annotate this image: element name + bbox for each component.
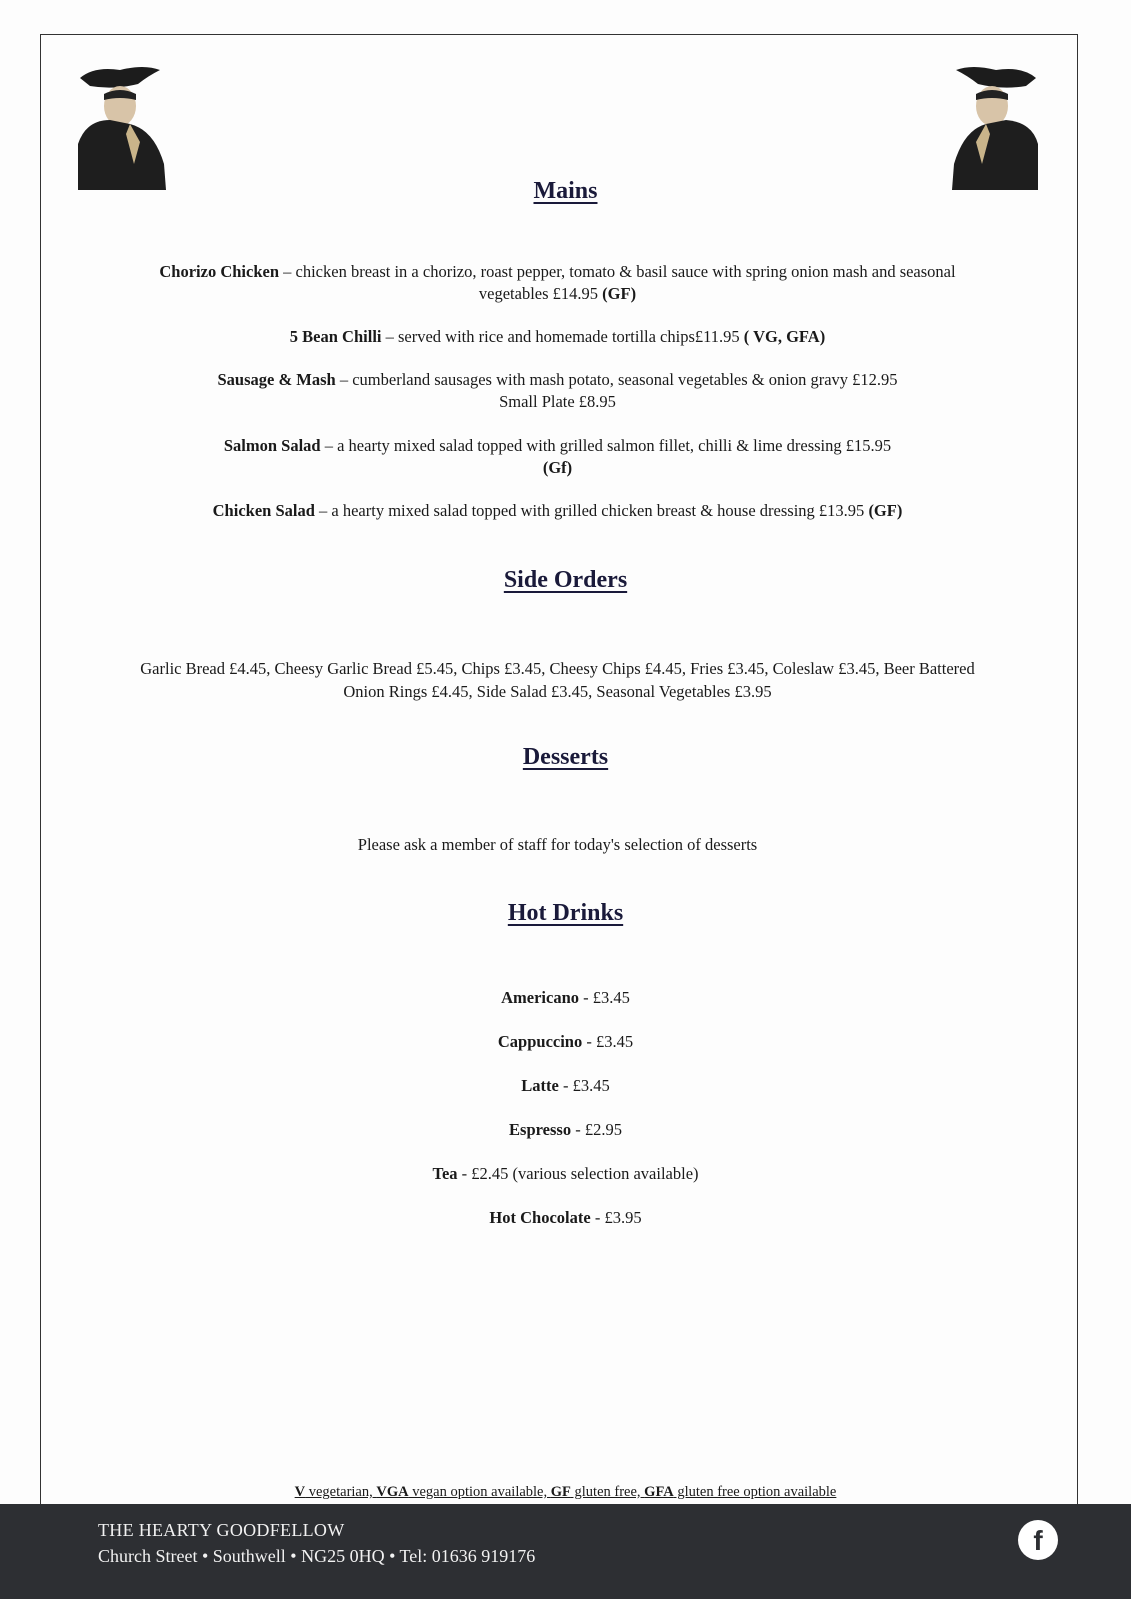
drink-item bbox=[0, 988, 1131, 1008]
dietary-legend bbox=[0, 1484, 1131, 1501]
legend-text: gluten free option available bbox=[673, 1484, 837, 1500]
side-orders-text: Garlic Bread £4.45, Cheesy Garlic Bread £5.45, Chips £3.45, Cheesy Chips £4.45, Fries £3.45, Coleslaw £3.45, Beer Battered Onion Rings £4.45, Side Salad £3.45, Seasonal Vegetables £3.95 bbox=[140, 659, 975, 701]
venue-address: Church Street • Southwell • NG25 0HQ • Tel: 01636 919176 bbox=[98, 1546, 536, 1566]
legend-code: GF bbox=[550, 1484, 571, 1500]
goodfellow-logo-icon bbox=[74, 64, 166, 190]
item-description: – a hearty mixed salad topped with grilled chicken breast & house dressing £13.95 bbox=[314, 501, 869, 520]
item-name: Salmon Salad bbox=[223, 436, 321, 455]
legend-code: VGA bbox=[376, 1484, 409, 1500]
drink-price: - £2.45 (various selection available) bbox=[457, 1164, 699, 1183]
item-name: 5 Bean Chilli bbox=[289, 327, 382, 346]
hot-drinks-heading: Hot Drinks bbox=[507, 900, 624, 926]
drink-item bbox=[0, 1032, 1131, 1052]
diet-tag: (Gf) bbox=[542, 458, 573, 477]
drink-price: - £2.95 bbox=[571, 1120, 622, 1139]
desserts-text: Please ask a member of staff for today's selection of desserts bbox=[357, 835, 758, 854]
item-description: – a hearty mixed salad topped with grilled salmon fillet, chilli & lime dressing £15.95 bbox=[320, 436, 892, 455]
drink-name: Hot Chocolate bbox=[489, 1208, 591, 1227]
drink-item bbox=[0, 1120, 1131, 1140]
item-name: Chorizo Chicken bbox=[159, 262, 280, 281]
item-description: – cumberland sausages with mash potato, seasonal vegetables & onion gravy £12.95 bbox=[335, 370, 898, 389]
legend-code: GFA bbox=[644, 1484, 674, 1500]
drink-item bbox=[0, 1208, 1131, 1228]
diet-tag: (GF) bbox=[868, 501, 903, 520]
legend-code: V bbox=[294, 1484, 306, 1500]
menu-item bbox=[150, 261, 965, 305]
footer-bar bbox=[0, 1504, 1131, 1599]
drink-price: - £3.45 bbox=[582, 1032, 634, 1051]
facebook-icon[interactable]: f bbox=[1018, 1520, 1058, 1560]
desserts-heading: Desserts bbox=[522, 744, 609, 770]
item-name: Chicken Salad bbox=[212, 501, 315, 520]
side-orders-heading: Side Orders bbox=[503, 567, 628, 593]
drink-price: - £3.45 bbox=[579, 988, 630, 1007]
drink-item bbox=[0, 1164, 1131, 1184]
legend-text: gluten free, bbox=[570, 1484, 645, 1500]
legend-text: vegan option available, bbox=[408, 1484, 551, 1500]
menu-item bbox=[150, 435, 965, 479]
mains-heading: Mains bbox=[533, 178, 598, 204]
item-description: – served with rice and homemade tortilla chips£11.95 bbox=[381, 327, 744, 346]
item-extra: Small Plate £8.95 bbox=[499, 392, 616, 411]
goodfellow-logo-icon bbox=[950, 64, 1042, 190]
item-description: – chicken breast in a chorizo, roast pepper, tomato & basil sauce with spring onion mash and seasonal vegetables £14.95 bbox=[279, 262, 956, 303]
item-name: Sausage & Mash bbox=[217, 370, 336, 389]
drink-item bbox=[0, 1076, 1131, 1096]
drink-price: - £3.95 bbox=[590, 1208, 642, 1227]
legend-text: vegetarian, bbox=[305, 1484, 377, 1500]
drink-name: Tea bbox=[432, 1164, 458, 1183]
diet-tag: ( VG, GFA) bbox=[743, 327, 826, 346]
venue-name: THE HEARTY GOODFELLOW bbox=[98, 1520, 345, 1540]
menu-item bbox=[150, 369, 965, 413]
drink-name: Latte bbox=[521, 1076, 559, 1095]
drink-name: Americano bbox=[501, 988, 580, 1007]
menu-item bbox=[130, 500, 985, 522]
drink-name: Cappuccino bbox=[497, 1032, 583, 1051]
menu-item bbox=[150, 326, 965, 348]
drink-name: Espresso bbox=[509, 1120, 572, 1139]
drink-price: - £3.45 bbox=[558, 1076, 610, 1095]
diet-tag: (GF) bbox=[602, 284, 637, 303]
